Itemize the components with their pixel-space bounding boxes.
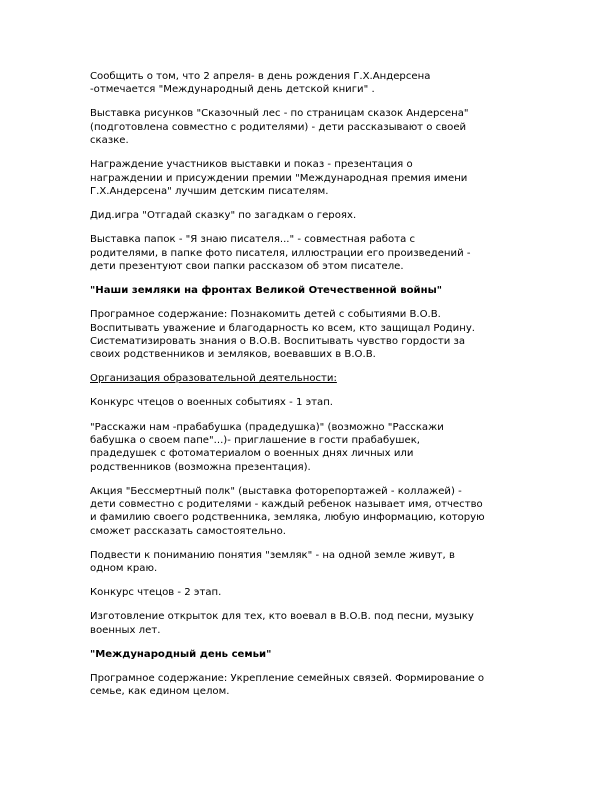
heading-family-day: "Международный день семьи" (90, 648, 272, 660)
paragraph-readers-contest-2: Конкурс чтецов - 2 этап. (90, 587, 222, 599)
paragraph-tell-us: "Расскажи нам -прабабушка (прадедушка)" (возможно "Расскажи бабушка о своем папе"...)- приглашение в гости прабабушек, прадедушек с фотоматериалом о военных днях личных или родственников (возможна презентация). (90, 421, 444, 473)
paragraph-program-content-family: Програмное содержание: Укрепление семейных связей. Формирование о семье, как едином целом. (90, 673, 485, 698)
paragraph-readers-contest-1: Конкурс чтецов о военных событиях - 1 этап. (90, 397, 334, 409)
document-page (90, 70, 530, 710)
paragraph-awarding: Награждение участников выставки и показ - презентация о награждении и присуждении премии "Международная премия имени Г.Х.Андерсена" лучшим детским писателям. (90, 159, 468, 197)
heading-countrymen: "Наши земляки на фронтах Великой Отечественной войны" (90, 285, 442, 297)
subheading-organization: Организация образовательной деятельности: (90, 373, 337, 385)
paragraph-postcards: Изготовление открыток для тех, кто воевал в В.О.В. под песни, музыку военных лет. (90, 611, 474, 636)
paragraph-immortal-regiment: Акция "Бессмертный полк" (выставка фоторепортажей - коллажей) - дети совместно с родителями - каждый ребенок называет имя, отчество и фамилию своего родственника, земляка, любую информацию, которую сможет рассказать самостоятельно. (90, 485, 485, 537)
paragraph-drawing-exhibition: Выставка рисунков "Сказочный лес - по страницам сказок Андерсена" (подготовлена совместно с родителями) - дети рассказывают о своей сказке. (90, 108, 469, 147)
paragraph-folders-exhibition: Выставка папок - "Я знаю писателя..." - совместная работа с родителями, в папке фото писателя, иллюстрации его произведений - дети презентуют свои папки рассказом об этом писателе. (90, 234, 471, 272)
paragraph-program-content-war: Програмное содержание: Познакомить детей с событиями В.О.В. Воспитывать уважение и благодарность ко всем, кто защищал Родину. Систематизировать знания о В.О.В. Воспитывать чувство гордости за своих родственников и земляков, воевавших в В.О.В. (90, 309, 475, 361)
paragraph-didactic-game: Дид.игра "Отгадай сказку" по загадкам о героях. (90, 210, 357, 222)
paragraph-countryman-concept: Подвести к пониманию понятия "земляк" - на одной земле живут, в одном краю. (90, 549, 455, 575)
paragraph-book-day: Сообщить о том, что 2 апреля- в день рождения Г.Х.Андерсена -отмечается "Международный день детской книги" . (90, 71, 431, 96)
